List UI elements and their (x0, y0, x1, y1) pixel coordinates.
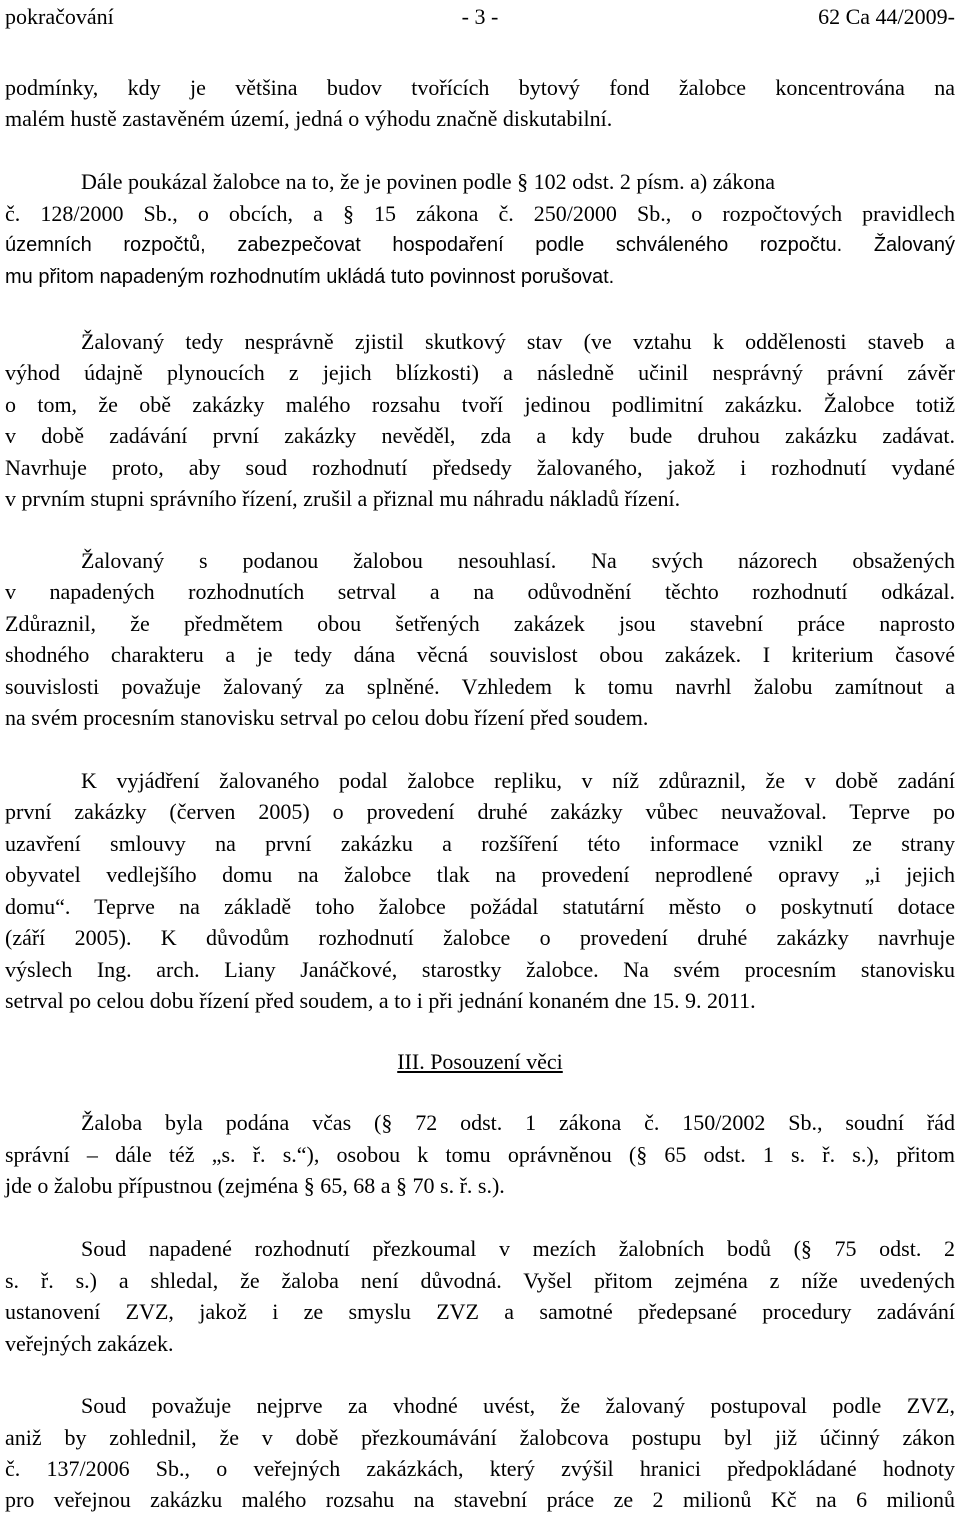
text-line: souvislosti považuje žalovaný za splněné. Vzhledem k tomu navrhl žalobu zamítnout a (5, 674, 955, 699)
header-continuation: pokračování (5, 4, 114, 29)
text-line: K vyjádření žalovaného podal žalobce repliku, v níž zdůraznil, že v době zadání (81, 768, 955, 793)
text-line: Žalovaný tedy nesprávně zjistil skutkový stav (ve vztahu k oddělenosti staveb a (81, 329, 955, 354)
text-line: správní – dále též „s. ř. s.“), osobou k tomu oprávněnou (§ 65 odst. 1 s. ř. s.), přitom (5, 1142, 955, 1167)
text-line: Dále poukázal žalobce na to, že je povinen podle § 102 odst. 2 písm. a) zákona (81, 169, 775, 194)
text-line: Žaloba byla podána včas (§ 72 odst. 1 zákona č. 150/2002 Sb., soudní řád (81, 1110, 955, 1135)
text-line: s. ř. s.) a shledal, že žaloba není důvodná. Vyšel přitom zejména z níže uvedených (5, 1268, 955, 1293)
text-line: výhod údajně plynoucích z jejich blízkosti) a následně učinil nesprávný právní závěr (5, 360, 955, 385)
section-heading: III. Posouzení věci (397, 1049, 563, 1074)
text-line: Zdůraznil, že předmětem obou šetřených zakázek jsou stavební práce naprosto (5, 611, 955, 636)
text-line: domu“. Teprve na základě toho žalobce požádal statutární město o poskytnutí dotace (5, 894, 955, 919)
case-number: 62 Ca 44/2009- (818, 4, 955, 29)
text-line: setrval po celou dobu řízení před soudem, a to i při jednání konaném dne 15. 9. 2011. (5, 988, 756, 1013)
text-line: územních rozpočtů, zabezpečovat hospodaření podle schváleného rozpočtu. Žalovaný (5, 234, 955, 256)
text-line: první zakázky (červen 2005) o provedení druhé zakázky vůbec neuvažoval. Teprve po (5, 799, 955, 824)
text-line: uzavření smlouvy na první zakázku a rozšíření této informace vznikl ze strany (5, 831, 955, 856)
text-line: v době zadávání první zakázky nevěděl, zda a kdy bude druhou zakázku zadávat. (5, 423, 955, 448)
text-line: shodného charakteru a je tedy dána věcná souvislost obou zakázek. I kriterium časové (5, 642, 955, 667)
text-line: č. 128/2000 Sb., o obcích, a § 15 zákona č. 250/2000 Sb., o rozpočtových pravidlech (5, 201, 955, 226)
page-number: - 3 - (461, 4, 499, 29)
text-line: veřejných zakázek. (5, 1331, 174, 1356)
text-line: obyvatel vedlejšího domu na žalobce tlak na provedení neprodlené opravy „i jejich (5, 862, 955, 887)
text-line: ustanovení ZVZ, jakož i ze smyslu ZVZ a samotné předepsané procedury zadávání (5, 1299, 955, 1324)
page-header (5, 2, 955, 32)
text-line: v napadených rozhodnutích setrval a na odůvodnění těchto rozhodnutí odkázal. (5, 579, 955, 604)
text-line: malém hustě zastavěném území, jedná o výhodu značně diskutabilní. (5, 106, 613, 131)
text-line: č. 137/2006 Sb., o veřejných zakázkách, který zvýšil hranici předpokládané hodnoty (5, 1456, 955, 1481)
text-line: Navrhuje proto, aby soud rozhodnutí předsedy žalovaného, jakož i rozhodnutí vydané (5, 455, 955, 480)
text-line: na svém procesním stanovisku setrval po celou dobu řízení před soudem. (5, 705, 649, 730)
text-line: jde o žalobu přípustnou (zejména § 65, 68 a § 70 s. ř. s.). (5, 1173, 505, 1198)
text-line: o tom, že obě zakázky malého rozsahu tvoří jedinou podlimitní zakázku. Žalobce totiž (5, 392, 955, 417)
text-line: aniž by zohlednil, že v době přezkoumávání žalobcova postupu byl již účinný zákon (5, 1425, 955, 1450)
text-line: Soud považuje nejprve za vhodné uvést, že žalovaný postupoval podle ZVZ, (81, 1393, 955, 1418)
text-line: pro veřejnou zakázku malého rozsahu na stavební práce ze 2 milionů Kč na 6 milionů (5, 1487, 955, 1512)
text-line: v prvním stupni správního řízení, zrušil a přiznal mu náhradu nákladů řízení. (5, 486, 681, 511)
text-line: Soud napadené rozhodnutí přezkoumal v mezích žalobních bodů (§ 75 odst. 2 (81, 1236, 955, 1261)
text-line: Žalovaný s podanou žalobou nesouhlasí. Na svých názorech obsažených (81, 548, 955, 573)
text-line: podmínky, kdy je většina budov tvořících bytový fond žalobce koncentrována na (5, 75, 955, 100)
text-line: mu přitom napadeným rozhodnutím ukládá tuto povinnost porušovat. (5, 266, 615, 288)
text-line: výslech Ing. arch. Liany Janáčkové, starostky žalobce. Na svém procesním stanovisku (5, 957, 955, 982)
text-line: (září 2005). K důvodům rozhodnutí žalobce o provedení druhé zakázky navrhuje (5, 925, 955, 950)
